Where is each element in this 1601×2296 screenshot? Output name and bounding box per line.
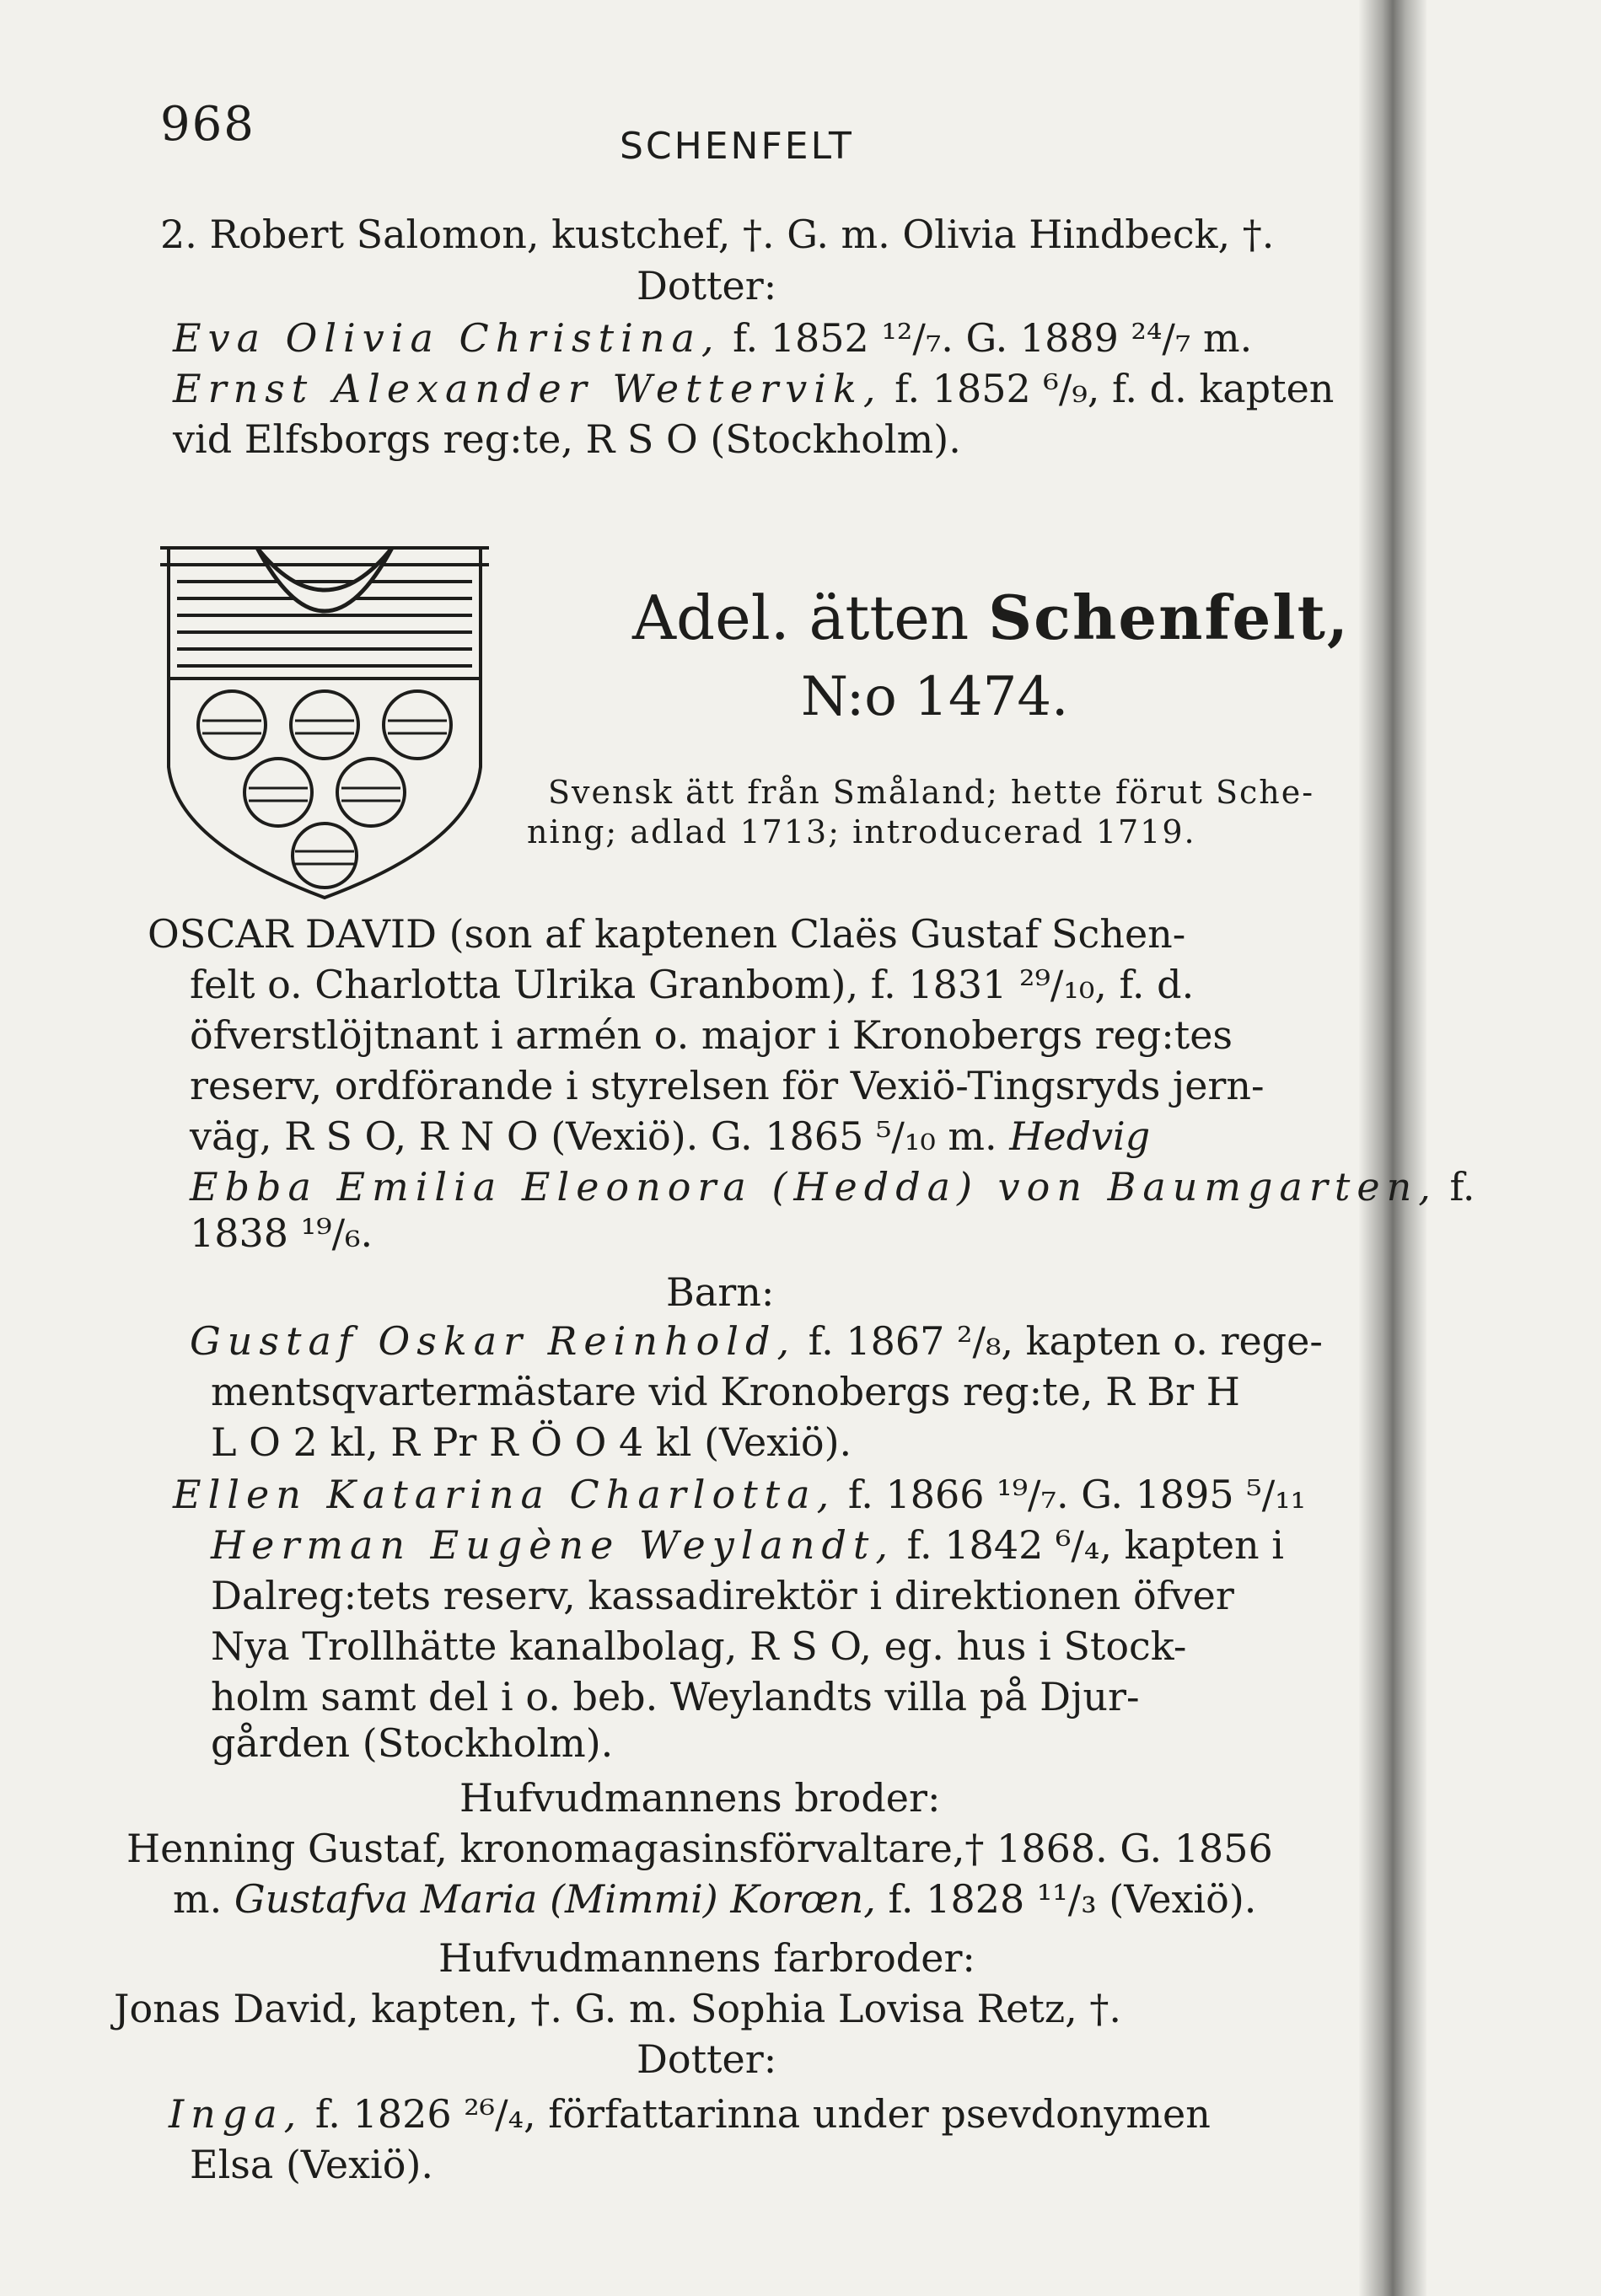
child-1-line-3: L O 2 kl, R Pr R Ö O 4 kl (Vexiö).: [211, 1419, 852, 1465]
child-2-line-2: Herman Eugène Weylandt, f. 1842 ⁶/₄, kapten i: [211, 1522, 1285, 1568]
child-2-line-1: Ellen Katarina Charlotta, f. 1866 ¹⁹/₇. G. 1895 ⁵/₁₁: [173, 1472, 1307, 1517]
head-line-3: öfverstlöjtnant i armén o. major i Kronobergs reg:tes: [190, 1012, 1233, 1058]
prev-entry-line-3: Eva Olivia Christina, f. 1852 ¹²/₇. G. 1889 ²⁴/₇ m.: [173, 315, 1253, 361]
head-line-4: reserv, ordförande i styrelsen för Vexiö-Tingsryds jern-: [190, 1063, 1265, 1108]
prev-entry-line-4: Ernst Alexander Wettervik, f. 1852 ⁶/₉, f. d. kapten: [173, 366, 1335, 411]
family-number: N:o 1474.: [801, 666, 1069, 728]
uncle-line-1: Jonas David, kapten, †. G. m. Sophia Lovisa Retz, †.: [114, 1986, 1121, 2031]
child-2-line-4: Nya Trollhätte kanalbolag, R S O, eg. hus i Stock-: [211, 1623, 1187, 1669]
child-1-line-1: Gustaf Oskar Reinhold, f. 1867 ²/₈, kapten o. rege-: [190, 1318, 1323, 1364]
page-number: 968: [160, 97, 255, 152]
brother-line-2: m. Gustafva Maria (Mimmi) Korœn, f. 1828 ¹¹/₃ (Vexiö).: [173, 1876, 1257, 1922]
head-line-5: väg, R S O, R N O (Vexiö). G. 1865 ⁵/₁₀ m. Hedvig: [190, 1113, 1151, 1159]
child-1-line-2: mentsqvartermästare vid Kronobergs reg:te, R Br H: [211, 1369, 1240, 1414]
head-line-6: Ebba Emilia Eleonora (Hedda) von Baumgarten, f.: [190, 1164, 1475, 1210]
uncle-daughter-line-2: Elsa (Vexiö).: [190, 2142, 434, 2187]
head-line-7: 1838 ¹⁹/₆.: [190, 1210, 373, 1256]
book-spine-edge: [1359, 0, 1426, 2296]
family-description-2: ning; adlad 1713; introducerad 1719.: [527, 813, 1196, 850]
child-2-line-3: Dalreg:tets reserv, kassadirektör i direktionen öfver: [211, 1573, 1234, 1618]
running-head: SCHENFELT: [620, 125, 854, 168]
family-title: Adel. ätten Schenfelt,: [632, 582, 1350, 653]
brother-line-1: Henning Gustaf, kronomagasinsförvaltare,† 1868. G. 1856: [126, 1826, 1273, 1871]
prev-entry-line-1: 2. Robert Salomon, kustchef, †. G. m. Olivia Hindbeck, †.: [160, 212, 1275, 257]
head-line-1: OSCAR DAVID (son af kaptenen Claës Gustaf Schen-: [148, 911, 1186, 957]
uncle-heading: Hufvudmannens farbroder:: [438, 1935, 975, 1981]
head-line-2: felt o. Charlotta Ulrika Granbom), f. 1831 ²⁹/₁₀, f. d.: [190, 962, 1195, 1007]
brother-heading: Hufvudmannens broder:: [459, 1775, 941, 1821]
barn-heading: Barn:: [666, 1269, 775, 1315]
family-description-1: Svensk ätt från Småland; hette förut Sche-: [548, 774, 1315, 811]
prev-entry-dotter: Dotter:: [637, 263, 777, 308]
prev-entry-line-5: vid Elfsborgs reg:te, R S O (Stockholm).: [173, 416, 961, 462]
coat-of-arms-icon: [143, 514, 506, 910]
uncle-dotter: Dotter:: [637, 2036, 777, 2082]
child-2-line-5: holm samt del i o. beb. Weylandts villa på Djur-: [211, 1674, 1140, 1719]
uncle-daughter-line-1: Inga, f. 1826 ²⁶/₄, författarinna under psevdonymen: [169, 2091, 1211, 2137]
child-2-line-6: gården (Stockholm).: [211, 1720, 614, 1766]
